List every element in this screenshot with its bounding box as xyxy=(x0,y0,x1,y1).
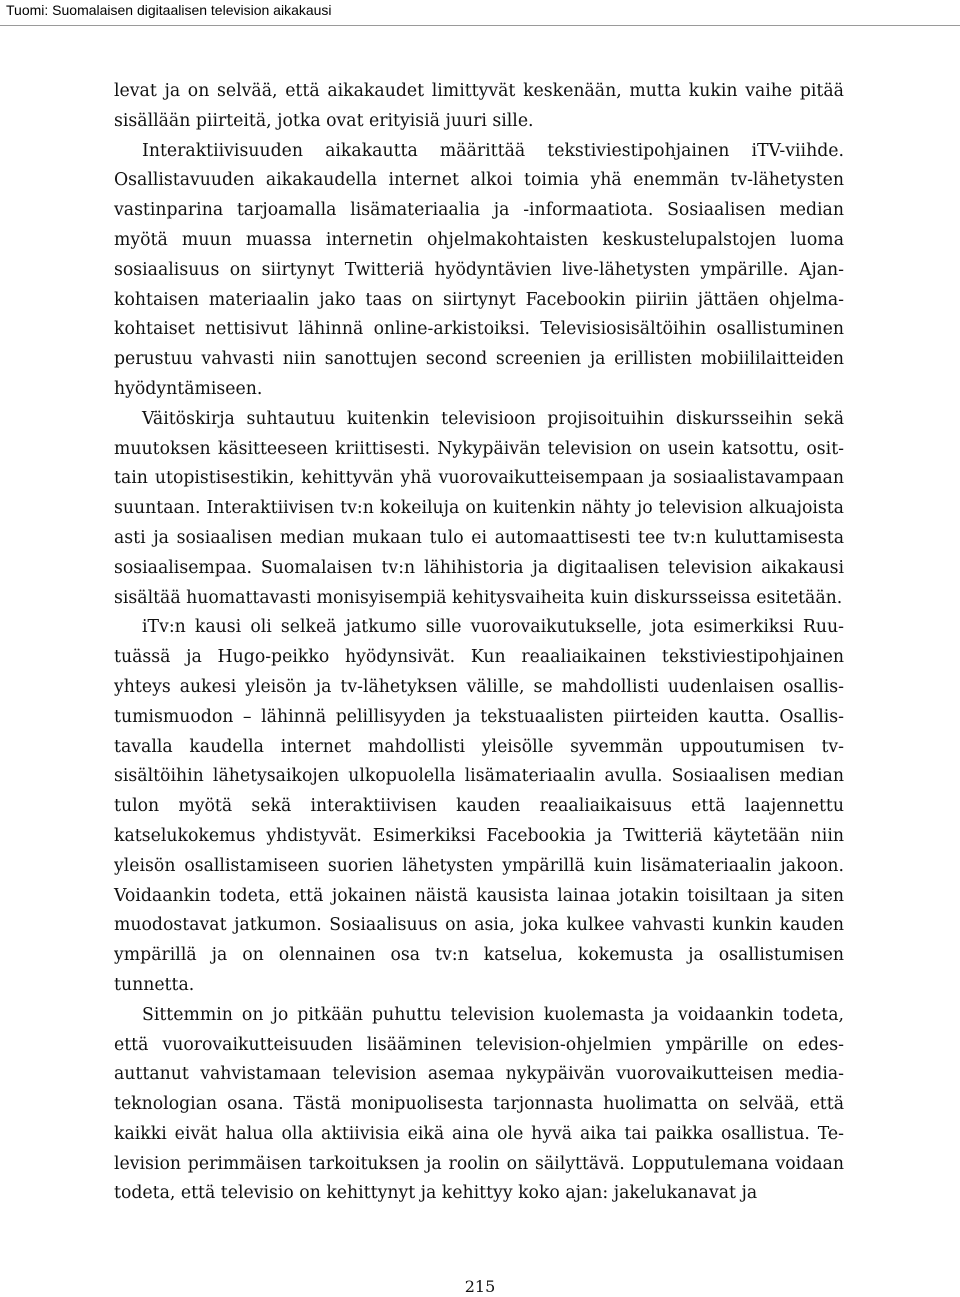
paragraph: Interaktiivisuuden aikakautta määrittää tekstiviestipohjainen iTV-viihde. Osallistavuuden aikakaudella internet alkoi toimia yhä enemmän tv-lähetysten vastinparina tarjoamalla lisämateriaalia ja -informaatiota. Sosiaalisen median myötä muun muassa internetin ohjelmakohtaisten keskustelupalstojen luoma sosiaalisuus on siirtynyt Twitteriä hyödyntävien live-lähetysten ympärille. Ajankohtaisen materiaalin jako taas on siirtynyt Facebookin piiriin jättäen ohjelmakohtaiset nettisivut lähinnä online-arkistoiksi. Televisiosisältöihin osallistuminen perustuu vahvasti niin sanottujen second screenien ja erillisten mobiililaitteiden hyödyntämiseen. xyxy=(114,140,844,399)
paragraph: iTv:n kausi oli selkeä jatkumo sille vuorovaikutukselle, jota esimerkiksi Ruutuässä ja Hugo-peikko hyödynsivät. Kun reaaliaikainen tekstiviestipohjainen yhteys aukesi yleisön ja tv-lähetyksen välille, se mahdollisti uudenlaisen osallistumismuodon – lähinnä pelillisyyden ja tekstuaalisten piirteiden kautta. Osallistavalla kaudella internet mahdollisti yleisölle syvemmän uppoutumisen tv-sisältöihin lähetysaikojen ulkopuolella lisämateriaalin avulla. Sosiaalisen median tulon myötä sekä interaktiivisen kauden reaaliaikaisuus että laajennettu katselukokemus yhdistyvät. Esimerkiksi Facebookia ja Twitteriä käytetään niin yleisön osallistamiseen suorien lähetysten ympärillä kuin lisämateriaalin jakoon. Voidaankin todeta, että jokainen näistä kausista lainaa jotakin toisiltaan ja siten muodostavat jatkumon. Sosiaalisuus on asia, joka kulkee vahvasti kunkin kauden ympärillä ja on olennainen osa tv:n katselua, kokemusta ja osallistumisen tunnetta. xyxy=(114,617,844,995)
paragraph: levat ja on selvää, että aikakaudet limittyvät keskenään, mutta kukin vaihe pitää sisällään piirteitä, jotka ovat erityisiä juuri sille. xyxy=(114,81,844,131)
body-text xyxy=(114,77,844,1209)
paragraph: Sittemmin on jo pitkään puhuttu television kuolemasta ja voidaankin todeta, että vuorovaikutteisuuden lisääminen television-ohjelmien ympärille on edesauttanut vahvistamaan television asemaa nykypäivän vuorovaikutteisen mediateknologian osana. Tästä monipuolisesta tarjonnasta huolimatta on selvää, että kaikki eivät halua olla aktiivisia eikä aina ole hyvä aika tai paikka osallistua. Television perimmäisen tarkoituksen ja roolin on säilyttävä. Lopputulemana voidaan todeta, että televisio on kehittynyt ja kehittyy koko ajan: jakelukanavat ja xyxy=(114,1004,844,1204)
running-header xyxy=(0,0,960,26)
running-title: Tuomi: Suomalaisen digitaalisen television aikakausi xyxy=(6,2,332,18)
paragraph: Väitöskirja suhtautuu kuitenkin televisioon projisoituihin diskursseihin sekä muutoksen käsitteeseen kriittisesti. Nykypäivän television on usein katsottu, osittain utopistisestikin, kehittyvän yhä vuorovaikutteisempaan ja sosiaalistavampaan suuntaan. Interaktiivisen tv:n kokeiluja on kuitenkin nähty jo television alkuajoista asti ja sosiaalisen median mukaan tulo ei automaattisesti tee tv:n kuluttamisesta sosiaalisempaa. Suomalaisen tv:n lähihistoria ja digitaalisen television aikakausi sisältää huomattavasti monisyisempiä kehitysvaiheita kuin diskursseissa esitetään. xyxy=(114,408,844,608)
page-number: 215 xyxy=(464,1277,496,1296)
